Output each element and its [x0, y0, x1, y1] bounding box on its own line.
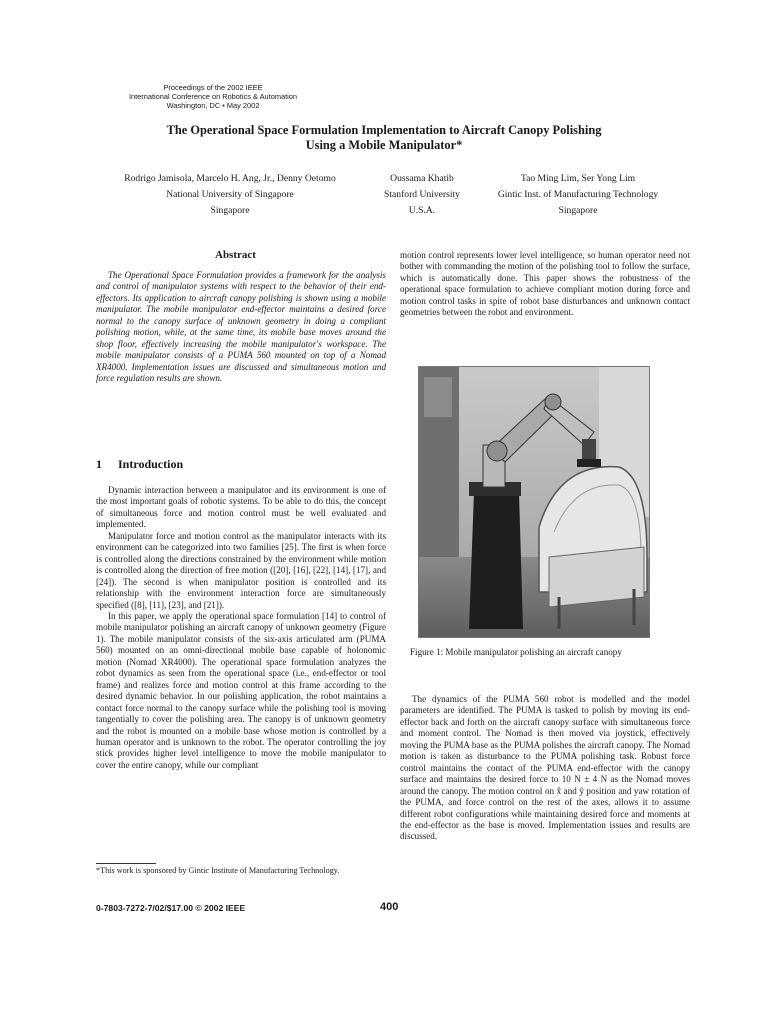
- author-location: Singapore: [210, 205, 250, 216]
- footnote-rule: [96, 863, 156, 864]
- section-number: 1: [96, 457, 102, 471]
- author-location: U.S.A.: [408, 205, 436, 216]
- right-column-top: [400, 250, 690, 319]
- author-location: Singapore: [558, 205, 598, 216]
- proceedings-line: International Conference on Robotics & Automation: [128, 92, 298, 101]
- abstract-text: The Operational Space Formulation provides a framework for the analysis and control of manipulator systems with respect to the behavior of their end-effectors. Its application to aircraft canopy polishing is shown using a mobile manipulator. The mobile manipulator end-effector maintains a desired force normal to the canopy surface of unknown geometry in doing a compliant polishing motion, while, at the same time, its mobile base moves around the shop floor, effectively increasing the mobile manipulator's workspace. The mobile manipulator consists of a PUMA 560 mounted on top of a Nomad XR4000. Implementation issues are discussed and simultaneous motion and force regulation results are shown.: [96, 270, 386, 384]
- paragraph: In this paper, we apply the operational space formulation [14] to control of mobile manipulator polishing an aircraft canopy of unknown geometry (Figure 1). The mobile manipulator consists of the six-axis articulated arm (PUMA 560) mounted on an omni-directional mobile base capable of holonomic motion (Nomad XR4000). The operational space formulation analyzes the robot dynamics as seen from the operational space (i.e., end-effector or tool frame) and realizes force and motion control at this frame according to the desired dynamic behavior. In our polishing application, the robot maintains a contact force normal to the canopy surface while the polishing tool is moving tangentially to cover the polishing area. The canopy is of unknown geometry and the robot is mounted on a mobile base whose motion is controlled by a human operator and is unknown to the robot. The operator controlling the joy stick provides higher level intelligence to move the mobile manipulator to cover the entire canopy, while our compliant: [96, 610, 386, 770]
- paragraph: motion control represents lower level intelligence, so human operator need not bother with commanding the motion of the polishing tool to follow the surface, which is automatically done. This paper shows the robustness of the operational space formulation to achieve compliant motion during force and motion control tasks in spite of robot base disturbances and unknown contact geometries between the robot and environment.: [400, 250, 690, 318]
- section-title: Introduction: [118, 457, 184, 471]
- paper-title: [60, 123, 708, 153]
- author-affiliation: National University of Singapore: [166, 189, 294, 200]
- copyright-isbn: 0-7803-7272-7/02/$17.00 © 2002 IEEE: [96, 903, 246, 913]
- author-names: Oussama Khatib: [390, 173, 454, 184]
- title-line: The Operational Space Formulation Implementation to Aircraft Canopy Polishing: [166, 123, 602, 137]
- proceedings-line: Proceedings of the 2002 IEEE: [163, 83, 263, 92]
- abstract-heading: Abstract: [215, 249, 256, 261]
- author-affiliation: Stanford University: [384, 189, 460, 200]
- author-names: Tao Ming Lim, Ser Yong Lim: [520, 173, 636, 184]
- proceedings-line: Washington, DC • May 2002: [166, 101, 260, 110]
- title-line: Using a Mobile Manipulator*: [305, 138, 463, 152]
- author-affiliation: Gintic Inst. of Manufacturing Technology: [497, 189, 659, 200]
- footnote: *This work is sponsored by Gintic Institute of Manufacturing Technology.: [96, 866, 340, 875]
- paragraph: Manipulator force and motion control as the manipulator interacts with its environment can be categorized into two families [25]. The first is when force is controlled along the directions constrained by the environment while motion is controlled along the direction of free motion ([20], [16], [22], [14], [17], and [24]). The second is when manipulator position is controlled and its relationship with the environment interaction force are simultaneously specified ([8], [11], [23], and [21]).: [96, 530, 386, 610]
- author-names: Rodrigo Jamisola, Marcelo H. Ang, Jr., Denny Oetomo: [124, 173, 336, 184]
- introduction-body: [96, 485, 386, 771]
- proceedings-header: [103, 83, 323, 110]
- author-block: [366, 171, 478, 219]
- figure-caption: Figure 1: Mobile manipulator polishing an aircraft canopy: [410, 647, 622, 657]
- paragraph: The dynamics of the PUMA 560 robot is modelled and the model parameters are identified. The PUMA is tasked to polish by moving its end-effector back and forth on the aircraft canopy surface with simultaneous force and moment control. The Nomad is then moved via joystick, effectively moving the PUMA base as the PUMA polishes the aircraft canopy. The Nomad motion is taken as disturbance to the PUMA polishing task. Robust force control maintains the contact of the PUMA end-effector with the canopy surface and maintains the desired force to 10 N ± 4 N as the Nomad moves around the canopy. The motion control on x̂ and ŷ position and yaw rotation of the PUMA, and force control on the rest of the axes, allows it to assume different robot configurations while maintaining desired force and moments at the end-effector as the base is moved. Implementation issues and results are discussed.: [400, 694, 690, 842]
- paragraph: Dynamic interaction between a manipulator and its environment is one of the most important goals of robotic systems. To be able to do this, the concept of simultaneous force and motion control must be well evaluated and implemented.: [96, 485, 386, 530]
- right-column-bottom: [400, 694, 690, 843]
- page-number: 400: [380, 901, 399, 913]
- robot-photo-image: [419, 367, 649, 637]
- figure-photo: [418, 366, 650, 638]
- author-block: [480, 171, 676, 219]
- author-block: [100, 171, 360, 219]
- section-heading: [96, 457, 183, 472]
